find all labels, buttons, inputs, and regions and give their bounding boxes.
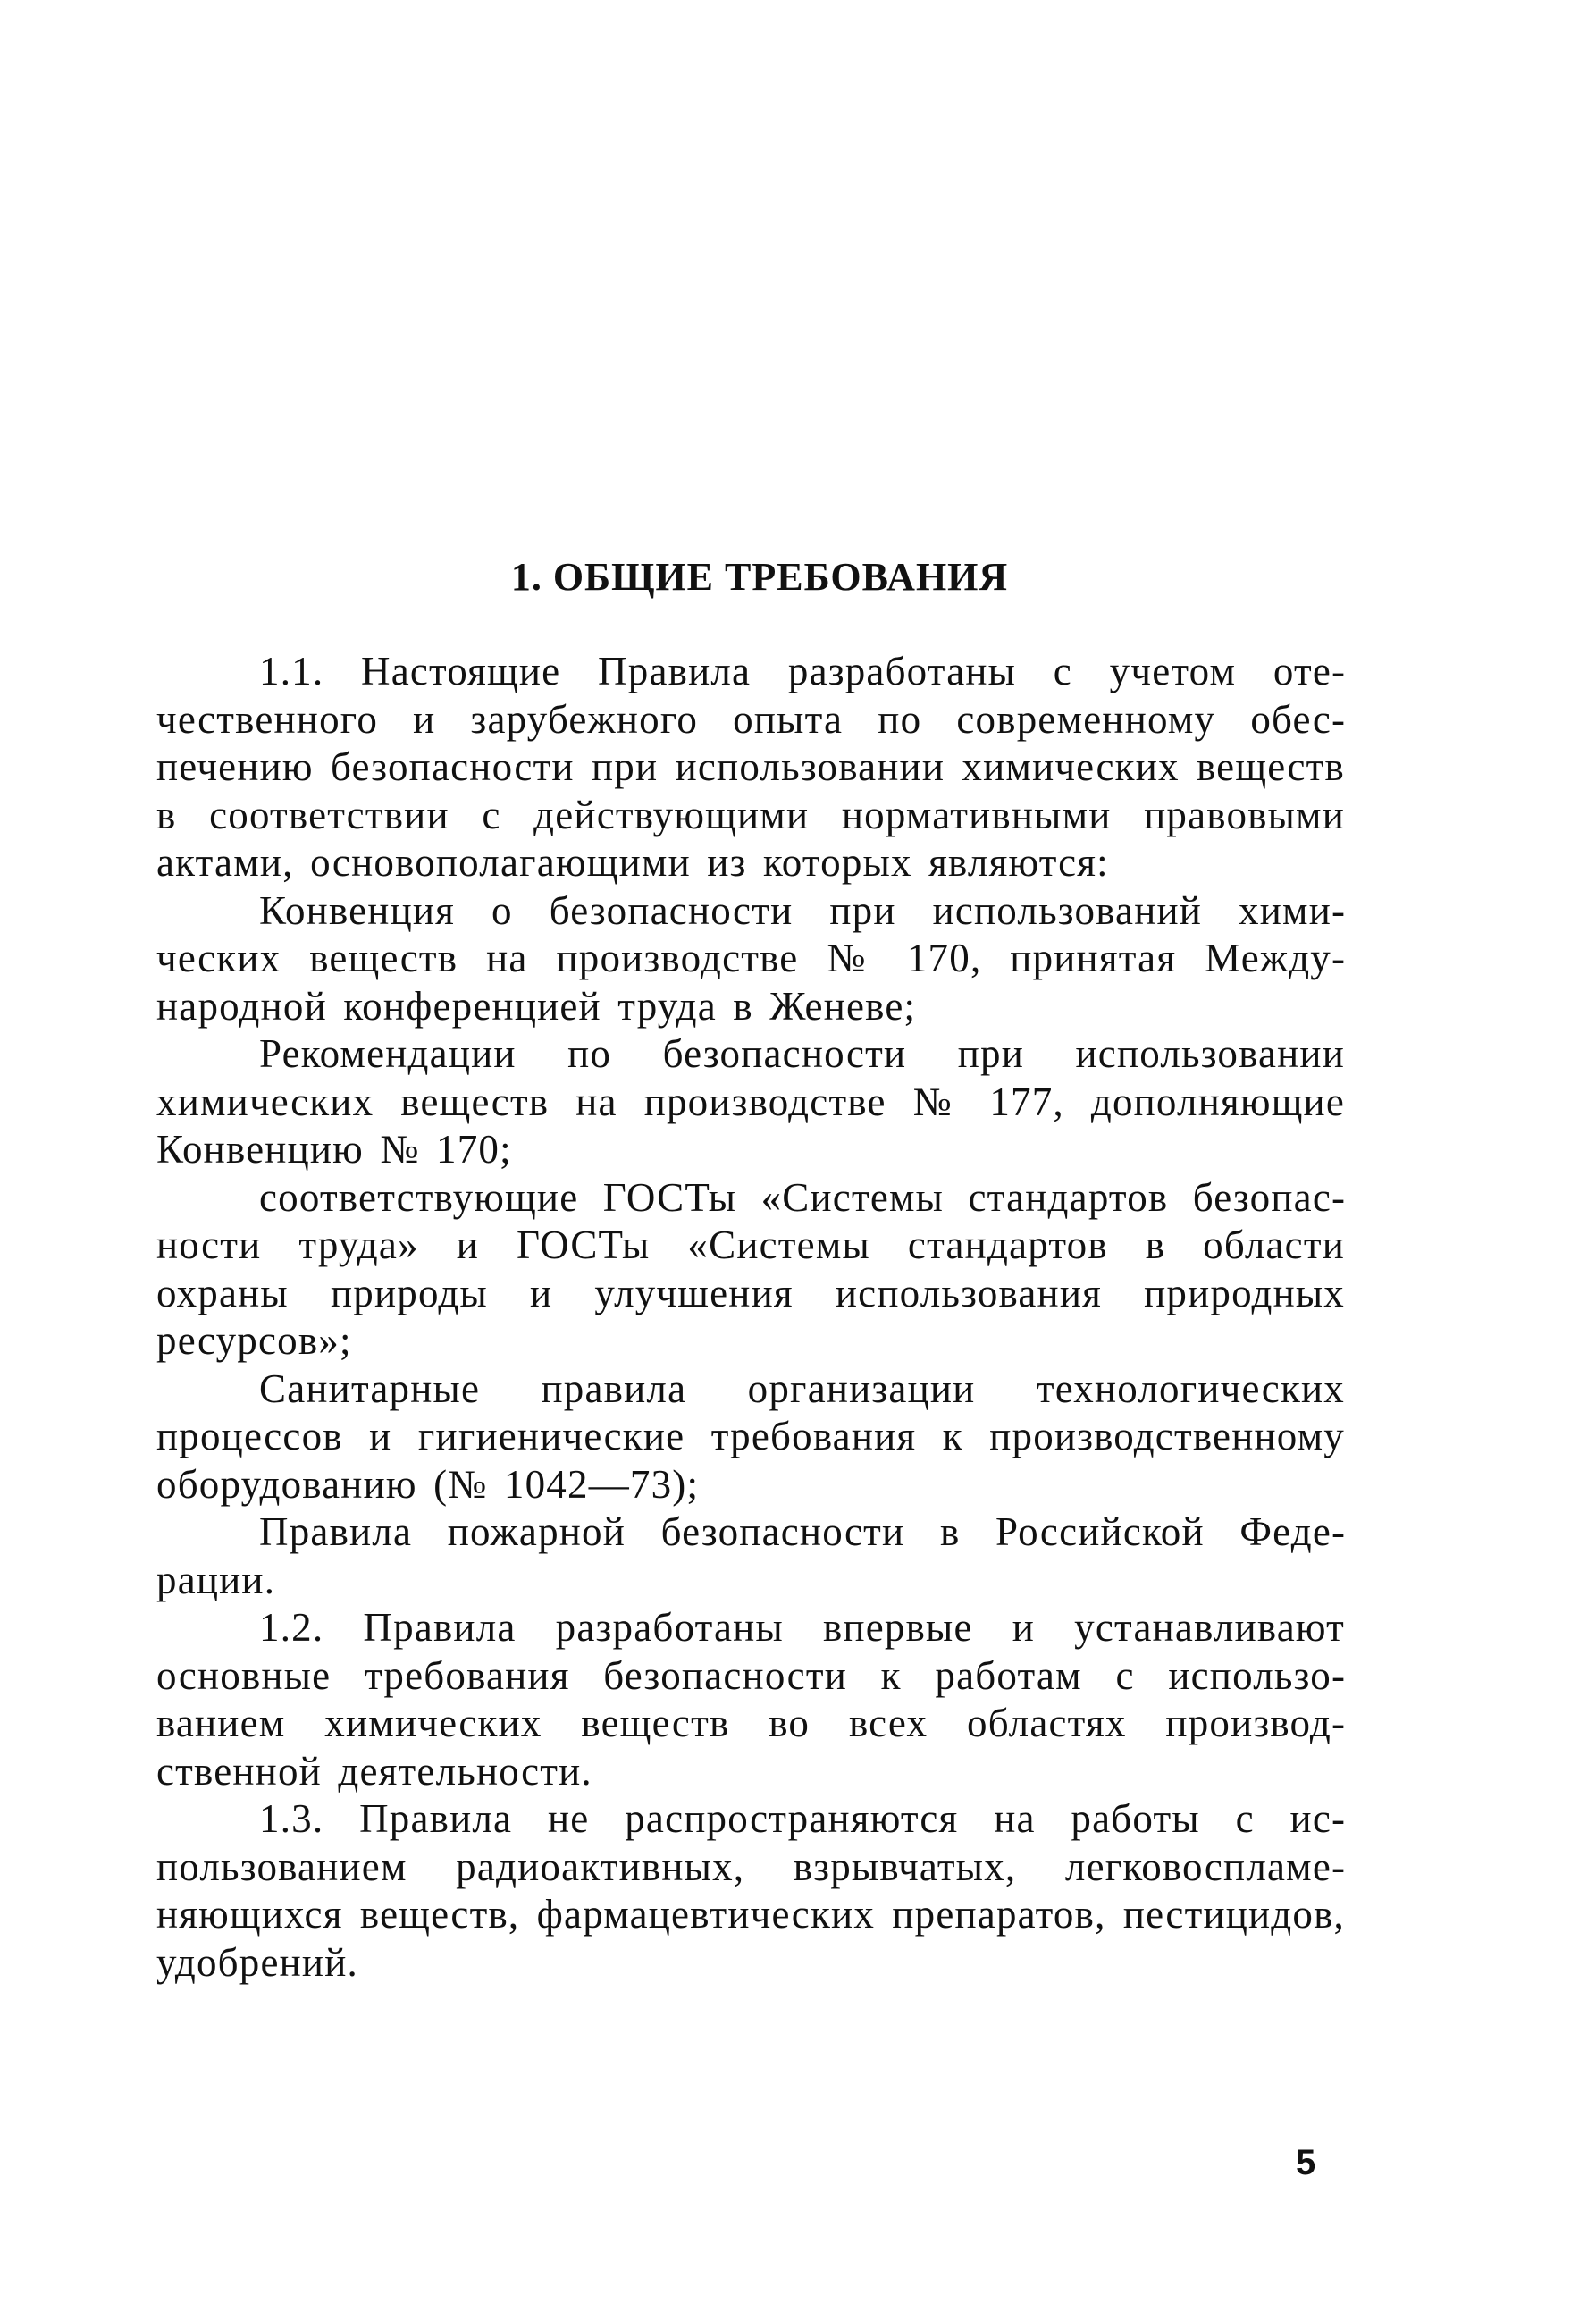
section-title: 1. ОБЩИЕ ТРЕБОВАНИЯ <box>510 555 1009 599</box>
paragraph-gost-standards: соответствующие ГОСТы «Системы стандартов безопасности труда» и ГОСТы «Системы стандартов в области охраны природы и улучшения использования природных ресурсов»; <box>156 1174 1345 1363</box>
paragraph-recommendation-177: Рекомендации по безопасности при использовании химических веществ на производстве № 177, дополняющие Конвенцию № 170; <box>156 1031 1345 1172</box>
paragraph-1-1: 1.1. Настоящие Правила разработаны с учетом отечественного и зарубежного опыта по современному обеспечению безопасности при использовании химических веществ в соответствии с действующими нормативными правовыми актами, основополагающими из которых являются: <box>156 649 1345 885</box>
page-number: 5 <box>1296 2143 1316 2182</box>
paragraph-convention-170: Конвенция о безопасности при использований химических веществ на производстве № 170, принятая Международной конференцией труда в Женеве; <box>156 887 1345 1029</box>
paragraph-sanitary-rules: Санитарные правила организации технологических процессов и гигиенические требования к производственному оборудованию (№ 1042—73); <box>156 1366 1345 1507</box>
body-text <box>156 648 1345 1987</box>
paragraph-1-3: 1.3. Правила не распространяются на работы с использованием радиоактивных, взрывчатых, легковоспламеняющихся веществ, фармацевтических препаратов, пестицидов, удобрений. <box>156 1796 1345 1985</box>
paragraph-1-2: 1.2. Правила разработаны впервые и устанавливают основные требования безопасности к работам с использованием химических веществ во всех областях производственной деятельности. <box>156 1605 1345 1794</box>
paragraph-fire-safety-rules: Правила пожарной безопасности в Российской Федерации. <box>156 1509 1345 1602</box>
